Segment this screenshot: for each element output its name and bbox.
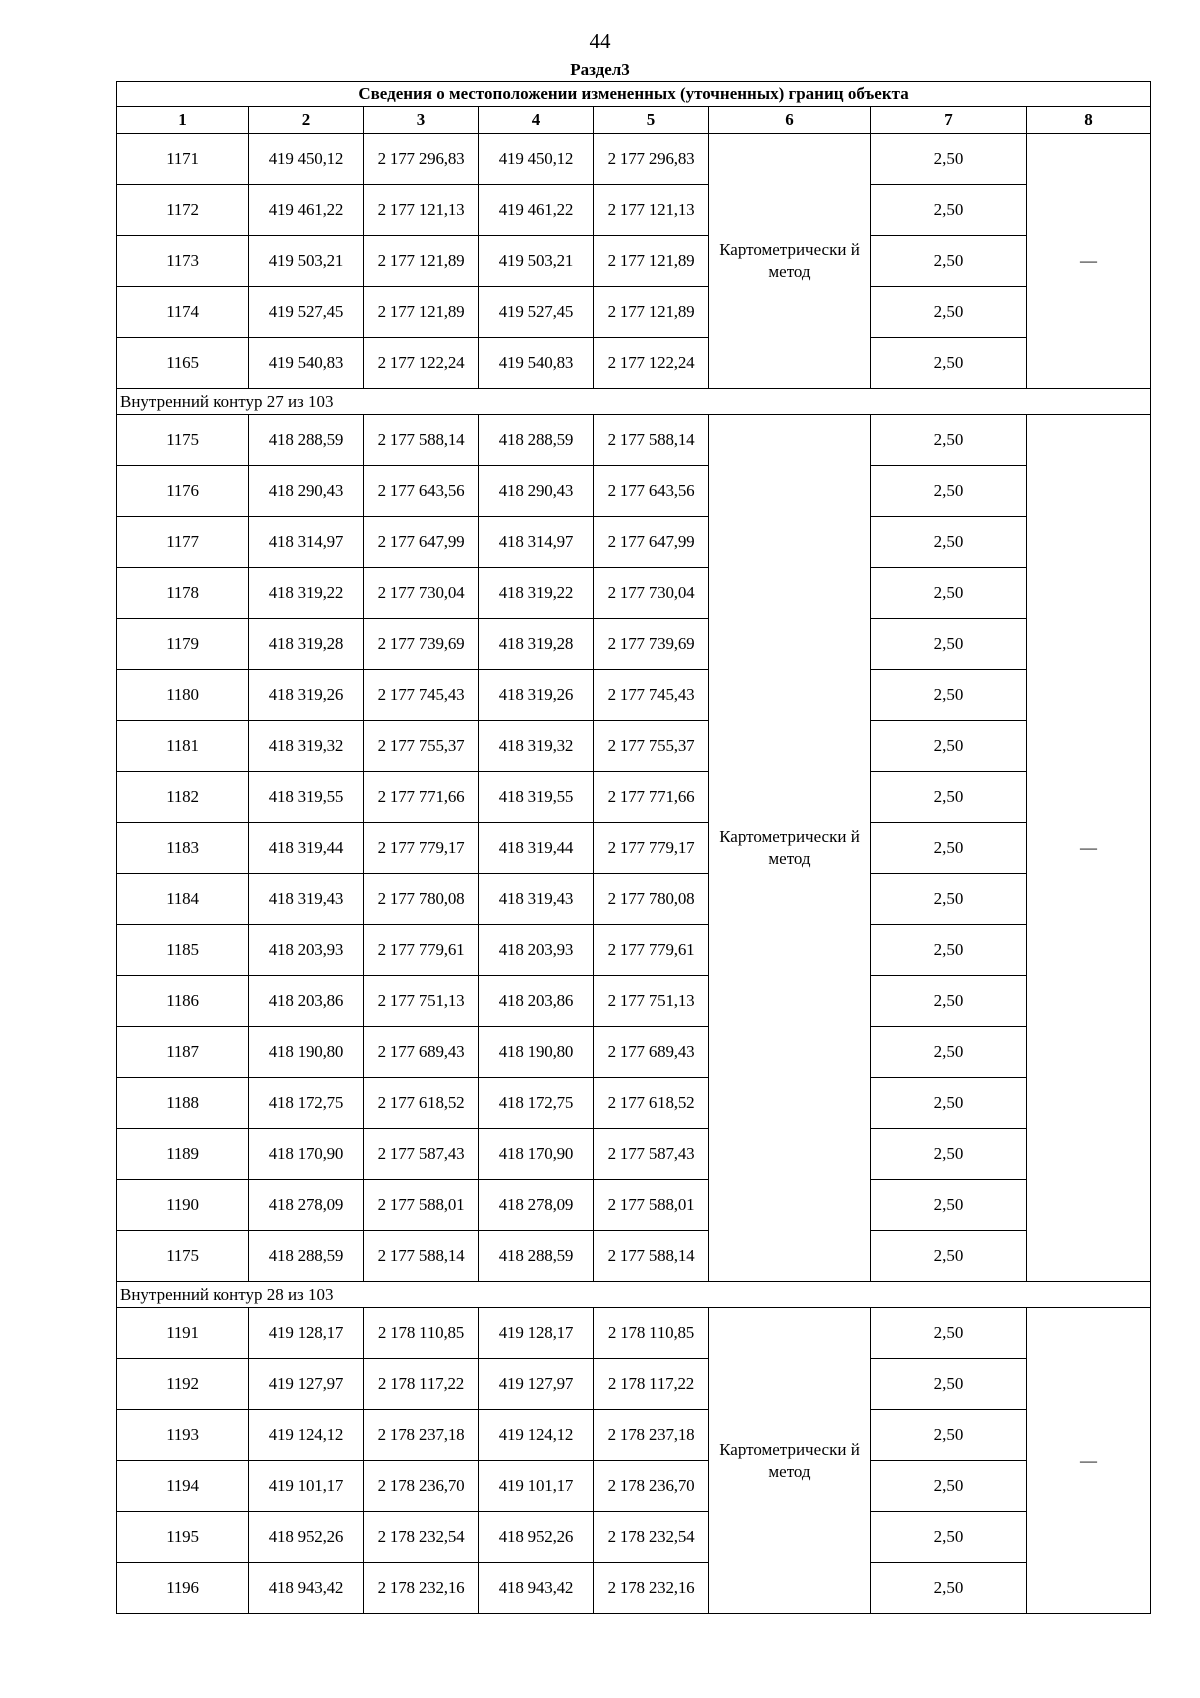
y-new-cell: 2 177 618,52 <box>594 1078 709 1129</box>
x-new-cell: 419 450,12 <box>479 134 594 185</box>
y-existing-cell: 2 177 587,43 <box>364 1129 479 1180</box>
y-new-cell: 2 177 779,61 <box>594 925 709 976</box>
x-new-cell: 418 288,59 <box>479 415 594 466</box>
x-existing-cell: 418 319,26 <box>249 670 364 721</box>
x-existing-cell: 418 319,43 <box>249 874 364 925</box>
precision-cell: 2,50 <box>871 1078 1027 1129</box>
x-new-cell: 418 943,42 <box>479 1563 594 1614</box>
y-new-cell: 2 177 121,89 <box>594 236 709 287</box>
x-new-cell: 419 128,17 <box>479 1308 594 1359</box>
x-new-cell: 419 101,17 <box>479 1461 594 1512</box>
table-row <box>117 1078 1151 1129</box>
table-row <box>117 721 1151 772</box>
point-number-cell: 1184 <box>117 874 249 925</box>
y-new-cell: 2 177 745,43 <box>594 670 709 721</box>
y-existing-cell: 2 177 121,89 <box>364 287 479 338</box>
x-existing-cell: 418 319,55 <box>249 772 364 823</box>
table-row <box>117 1359 1151 1410</box>
y-existing-cell: 2 177 296,83 <box>364 134 479 185</box>
column-number-7: 7 <box>871 107 1027 134</box>
x-new-cell: 419 124,12 <box>479 1410 594 1461</box>
method-cell: Картометрически й метод <box>709 415 871 1282</box>
x-new-cell: 418 172,75 <box>479 1078 594 1129</box>
point-number-cell: 1189 <box>117 1129 249 1180</box>
y-new-cell: 2 177 588,01 <box>594 1180 709 1231</box>
x-existing-cell: 418 190,80 <box>249 1027 364 1078</box>
precision-cell: 2,50 <box>871 976 1027 1027</box>
precision-cell: 2,50 <box>871 1027 1027 1078</box>
table-row <box>117 1410 1151 1461</box>
column-number-4: 4 <box>479 107 594 134</box>
x-existing-cell: 419 450,12 <box>249 134 364 185</box>
precision-cell: 2,50 <box>871 1563 1027 1614</box>
table-row <box>117 287 1151 338</box>
column-number-3: 3 <box>364 107 479 134</box>
x-existing-cell: 418 288,59 <box>249 1231 364 1282</box>
boundary-coordinates-table <box>116 81 1151 1614</box>
point-number-cell: 1195 <box>117 1512 249 1563</box>
x-new-cell: 418 319,44 <box>479 823 594 874</box>
table-row <box>117 134 1151 185</box>
x-existing-cell: 418 170,90 <box>249 1129 364 1180</box>
table-body <box>117 134 1151 1614</box>
x-new-cell: 419 127,97 <box>479 1359 594 1410</box>
table-row <box>117 619 1151 670</box>
x-existing-cell: 418 288,59 <box>249 415 364 466</box>
table-row <box>117 823 1151 874</box>
x-new-cell: 419 540,83 <box>479 338 594 389</box>
point-number-cell: 1186 <box>117 976 249 1027</box>
x-new-cell: 418 314,97 <box>479 517 594 568</box>
y-new-cell: 2 178 236,70 <box>594 1461 709 1512</box>
point-number-cell: 1190 <box>117 1180 249 1231</box>
point-number-cell: 1191 <box>117 1308 249 1359</box>
x-new-cell: 418 190,80 <box>479 1027 594 1078</box>
table-row <box>117 1231 1151 1282</box>
x-new-cell: 418 952,26 <box>479 1512 594 1563</box>
y-existing-cell: 2 178 232,54 <box>364 1512 479 1563</box>
y-new-cell: 2 177 588,14 <box>594 1231 709 1282</box>
point-number-cell: 1180 <box>117 670 249 721</box>
y-new-cell: 2 178 237,18 <box>594 1410 709 1461</box>
table-row <box>117 1563 1151 1614</box>
table-row <box>117 1308 1151 1359</box>
y-new-cell: 2 177 779,17 <box>594 823 709 874</box>
x-existing-cell: 419 527,45 <box>249 287 364 338</box>
precision-cell: 2,50 <box>871 466 1027 517</box>
table-row <box>117 1129 1151 1180</box>
point-number-cell: 1176 <box>117 466 249 517</box>
point-number-cell: 1185 <box>117 925 249 976</box>
precision-cell: 2,50 <box>871 619 1027 670</box>
column-number-8: 8 <box>1027 107 1151 134</box>
x-new-cell: 418 203,86 <box>479 976 594 1027</box>
x-existing-cell: 418 952,26 <box>249 1512 364 1563</box>
x-new-cell: 418 319,32 <box>479 721 594 772</box>
table-title: Сведения о местоположении измененных (уточненных) границ объекта <box>117 82 1151 107</box>
y-new-cell: 2 177 643,56 <box>594 466 709 517</box>
precision-cell: 2,50 <box>871 236 1027 287</box>
point-number-cell: 1183 <box>117 823 249 874</box>
precision-cell: 2,50 <box>871 517 1027 568</box>
x-new-cell: 418 319,55 <box>479 772 594 823</box>
table-row <box>117 236 1151 287</box>
method-cell: Картометрически й метод <box>709 1308 871 1614</box>
y-existing-cell: 2 177 121,89 <box>364 236 479 287</box>
table-row <box>117 185 1151 236</box>
table-row <box>117 568 1151 619</box>
y-existing-cell: 2 177 779,17 <box>364 823 479 874</box>
table-row <box>117 874 1151 925</box>
x-existing-cell: 418 172,75 <box>249 1078 364 1129</box>
y-new-cell: 2 177 647,99 <box>594 517 709 568</box>
method-cell: Картометрически й метод <box>709 134 871 389</box>
x-existing-cell: 418 319,32 <box>249 721 364 772</box>
table-row <box>117 1027 1151 1078</box>
y-new-cell: 2 177 689,43 <box>594 1027 709 1078</box>
y-existing-cell: 2 177 779,61 <box>364 925 479 976</box>
column-number-2: 2 <box>249 107 364 134</box>
x-existing-cell: 418 203,93 <box>249 925 364 976</box>
precision-cell: 2,50 <box>871 415 1027 466</box>
y-existing-cell: 2 177 643,56 <box>364 466 479 517</box>
precision-cell: 2,50 <box>871 568 1027 619</box>
column-number-5: 5 <box>594 107 709 134</box>
y-new-cell: 2 177 755,37 <box>594 721 709 772</box>
point-number-cell: 1187 <box>117 1027 249 1078</box>
y-new-cell: 2 178 117,22 <box>594 1359 709 1410</box>
y-existing-cell: 2 177 751,13 <box>364 976 479 1027</box>
precision-cell: 2,50 <box>871 721 1027 772</box>
x-existing-cell: 419 101,17 <box>249 1461 364 1512</box>
precision-cell: 2,50 <box>871 338 1027 389</box>
y-existing-cell: 2 178 237,18 <box>364 1410 479 1461</box>
x-new-cell: 418 319,22 <box>479 568 594 619</box>
x-existing-cell: 419 540,83 <box>249 338 364 389</box>
y-existing-cell: 2 177 647,99 <box>364 517 479 568</box>
x-existing-cell: 418 943,42 <box>249 1563 364 1614</box>
y-existing-cell: 2 177 618,52 <box>364 1078 479 1129</box>
y-existing-cell: 2 178 232,16 <box>364 1563 479 1614</box>
point-number-cell: 1192 <box>117 1359 249 1410</box>
column-number-1: 1 <box>117 107 249 134</box>
x-existing-cell: 419 128,17 <box>249 1308 364 1359</box>
y-new-cell: 2 177 122,24 <box>594 338 709 389</box>
y-existing-cell: 2 178 236,70 <box>364 1461 479 1512</box>
y-new-cell: 2 177 296,83 <box>594 134 709 185</box>
point-number-cell: 1175 <box>117 415 249 466</box>
x-new-cell: 418 203,93 <box>479 925 594 976</box>
table-row <box>117 772 1151 823</box>
precision-cell: 2,50 <box>871 1129 1027 1180</box>
contour-label: Внутренний контур 28 из 103 <box>117 1282 1151 1308</box>
precision-cell: 2,50 <box>871 1231 1027 1282</box>
y-existing-cell: 2 177 588,01 <box>364 1180 479 1231</box>
x-existing-cell: 419 124,12 <box>249 1410 364 1461</box>
y-existing-cell: 2 177 588,14 <box>364 415 479 466</box>
point-number-cell: 1171 <box>117 134 249 185</box>
table-row <box>117 1512 1151 1563</box>
point-number-cell: 1177 <box>117 517 249 568</box>
y-existing-cell: 2 177 780,08 <box>364 874 479 925</box>
precision-cell: 2,50 <box>871 925 1027 976</box>
table-row <box>117 466 1151 517</box>
contour-header-row <box>117 389 1151 415</box>
y-new-cell: 2 177 588,14 <box>594 415 709 466</box>
table-row <box>117 976 1151 1027</box>
table-row <box>117 1461 1151 1512</box>
y-existing-cell: 2 177 739,69 <box>364 619 479 670</box>
precision-cell: 2,50 <box>871 874 1027 925</box>
x-new-cell: 418 319,28 <box>479 619 594 670</box>
point-number-cell: 1175 <box>117 1231 249 1282</box>
point-number-cell: 1173 <box>117 236 249 287</box>
x-existing-cell: 418 319,22 <box>249 568 364 619</box>
note-cell: — <box>1027 415 1151 1282</box>
y-existing-cell: 2 177 588,14 <box>364 1231 479 1282</box>
precision-cell: 2,50 <box>871 287 1027 338</box>
point-number-cell: 1172 <box>117 185 249 236</box>
table-row <box>117 338 1151 389</box>
x-existing-cell: 418 278,09 <box>249 1180 364 1231</box>
point-number-cell: 1165 <box>117 338 249 389</box>
y-new-cell: 2 177 771,66 <box>594 772 709 823</box>
point-number-cell: 1182 <box>117 772 249 823</box>
y-new-cell: 2 178 232,16 <box>594 1563 709 1614</box>
x-existing-cell: 419 503,21 <box>249 236 364 287</box>
column-number-6: 6 <box>709 107 871 134</box>
y-new-cell: 2 178 232,54 <box>594 1512 709 1563</box>
x-new-cell: 419 503,21 <box>479 236 594 287</box>
point-number-cell: 1194 <box>117 1461 249 1512</box>
x-new-cell: 418 290,43 <box>479 466 594 517</box>
table-row <box>117 670 1151 721</box>
precision-cell: 2,50 <box>871 134 1027 185</box>
y-new-cell: 2 177 751,13 <box>594 976 709 1027</box>
point-number-cell: 1188 <box>117 1078 249 1129</box>
x-existing-cell: 418 290,43 <box>249 466 364 517</box>
point-number-cell: 1178 <box>117 568 249 619</box>
x-new-cell: 418 288,59 <box>479 1231 594 1282</box>
contour-label: Внутренний контур 27 из 103 <box>117 389 1151 415</box>
table-row <box>117 1180 1151 1231</box>
y-new-cell: 2 177 587,43 <box>594 1129 709 1180</box>
y-existing-cell: 2 177 122,24 <box>364 338 479 389</box>
y-existing-cell: 2 177 771,66 <box>364 772 479 823</box>
x-new-cell: 419 461,22 <box>479 185 594 236</box>
precision-cell: 2,50 <box>871 185 1027 236</box>
y-existing-cell: 2 177 689,43 <box>364 1027 479 1078</box>
y-existing-cell: 2 177 745,43 <box>364 670 479 721</box>
y-existing-cell: 2 177 755,37 <box>364 721 479 772</box>
table-row <box>117 925 1151 976</box>
precision-cell: 2,50 <box>871 1512 1027 1563</box>
y-new-cell: 2 177 121,13 <box>594 185 709 236</box>
y-existing-cell: 2 178 117,22 <box>364 1359 479 1410</box>
x-new-cell: 418 278,09 <box>479 1180 594 1231</box>
x-existing-cell: 418 203,86 <box>249 976 364 1027</box>
precision-cell: 2,50 <box>871 823 1027 874</box>
y-existing-cell: 2 178 110,85 <box>364 1308 479 1359</box>
table-row <box>117 415 1151 466</box>
table-row <box>117 517 1151 568</box>
y-existing-cell: 2 177 121,13 <box>364 185 479 236</box>
y-new-cell: 2 177 780,08 <box>594 874 709 925</box>
point-number-cell: 1179 <box>117 619 249 670</box>
column-number-row <box>117 107 1151 134</box>
x-new-cell: 419 527,45 <box>479 287 594 338</box>
point-number-cell: 1193 <box>117 1410 249 1461</box>
point-number-cell: 1174 <box>117 287 249 338</box>
y-new-cell: 2 177 739,69 <box>594 619 709 670</box>
x-new-cell: 418 319,43 <box>479 874 594 925</box>
x-new-cell: 418 170,90 <box>479 1129 594 1180</box>
note-cell: — <box>1027 1308 1151 1614</box>
y-new-cell: 2 177 730,04 <box>594 568 709 619</box>
precision-cell: 2,50 <box>871 1308 1027 1359</box>
x-new-cell: 418 319,26 <box>479 670 594 721</box>
point-number-cell: 1181 <box>117 721 249 772</box>
precision-cell: 2,50 <box>871 1461 1027 1512</box>
x-existing-cell: 418 314,97 <box>249 517 364 568</box>
precision-cell: 2,50 <box>871 1410 1027 1461</box>
precision-cell: 2,50 <box>871 1359 1027 1410</box>
precision-cell: 2,50 <box>871 772 1027 823</box>
precision-cell: 2,50 <box>871 1180 1027 1231</box>
section-label: Раздел3 <box>570 60 630 79</box>
point-number-cell: 1196 <box>117 1563 249 1614</box>
contour-header-row <box>117 1282 1151 1308</box>
x-existing-cell: 418 319,28 <box>249 619 364 670</box>
x-existing-cell: 419 127,97 <box>249 1359 364 1410</box>
y-existing-cell: 2 177 730,04 <box>364 568 479 619</box>
note-cell: — <box>1027 134 1151 389</box>
precision-cell: 2,50 <box>871 670 1027 721</box>
y-new-cell: 2 178 110,85 <box>594 1308 709 1359</box>
y-new-cell: 2 177 121,89 <box>594 287 709 338</box>
page-number: 44 <box>589 29 611 53</box>
table-title-row <box>117 82 1151 107</box>
x-existing-cell: 419 461,22 <box>249 185 364 236</box>
x-existing-cell: 418 319,44 <box>249 823 364 874</box>
